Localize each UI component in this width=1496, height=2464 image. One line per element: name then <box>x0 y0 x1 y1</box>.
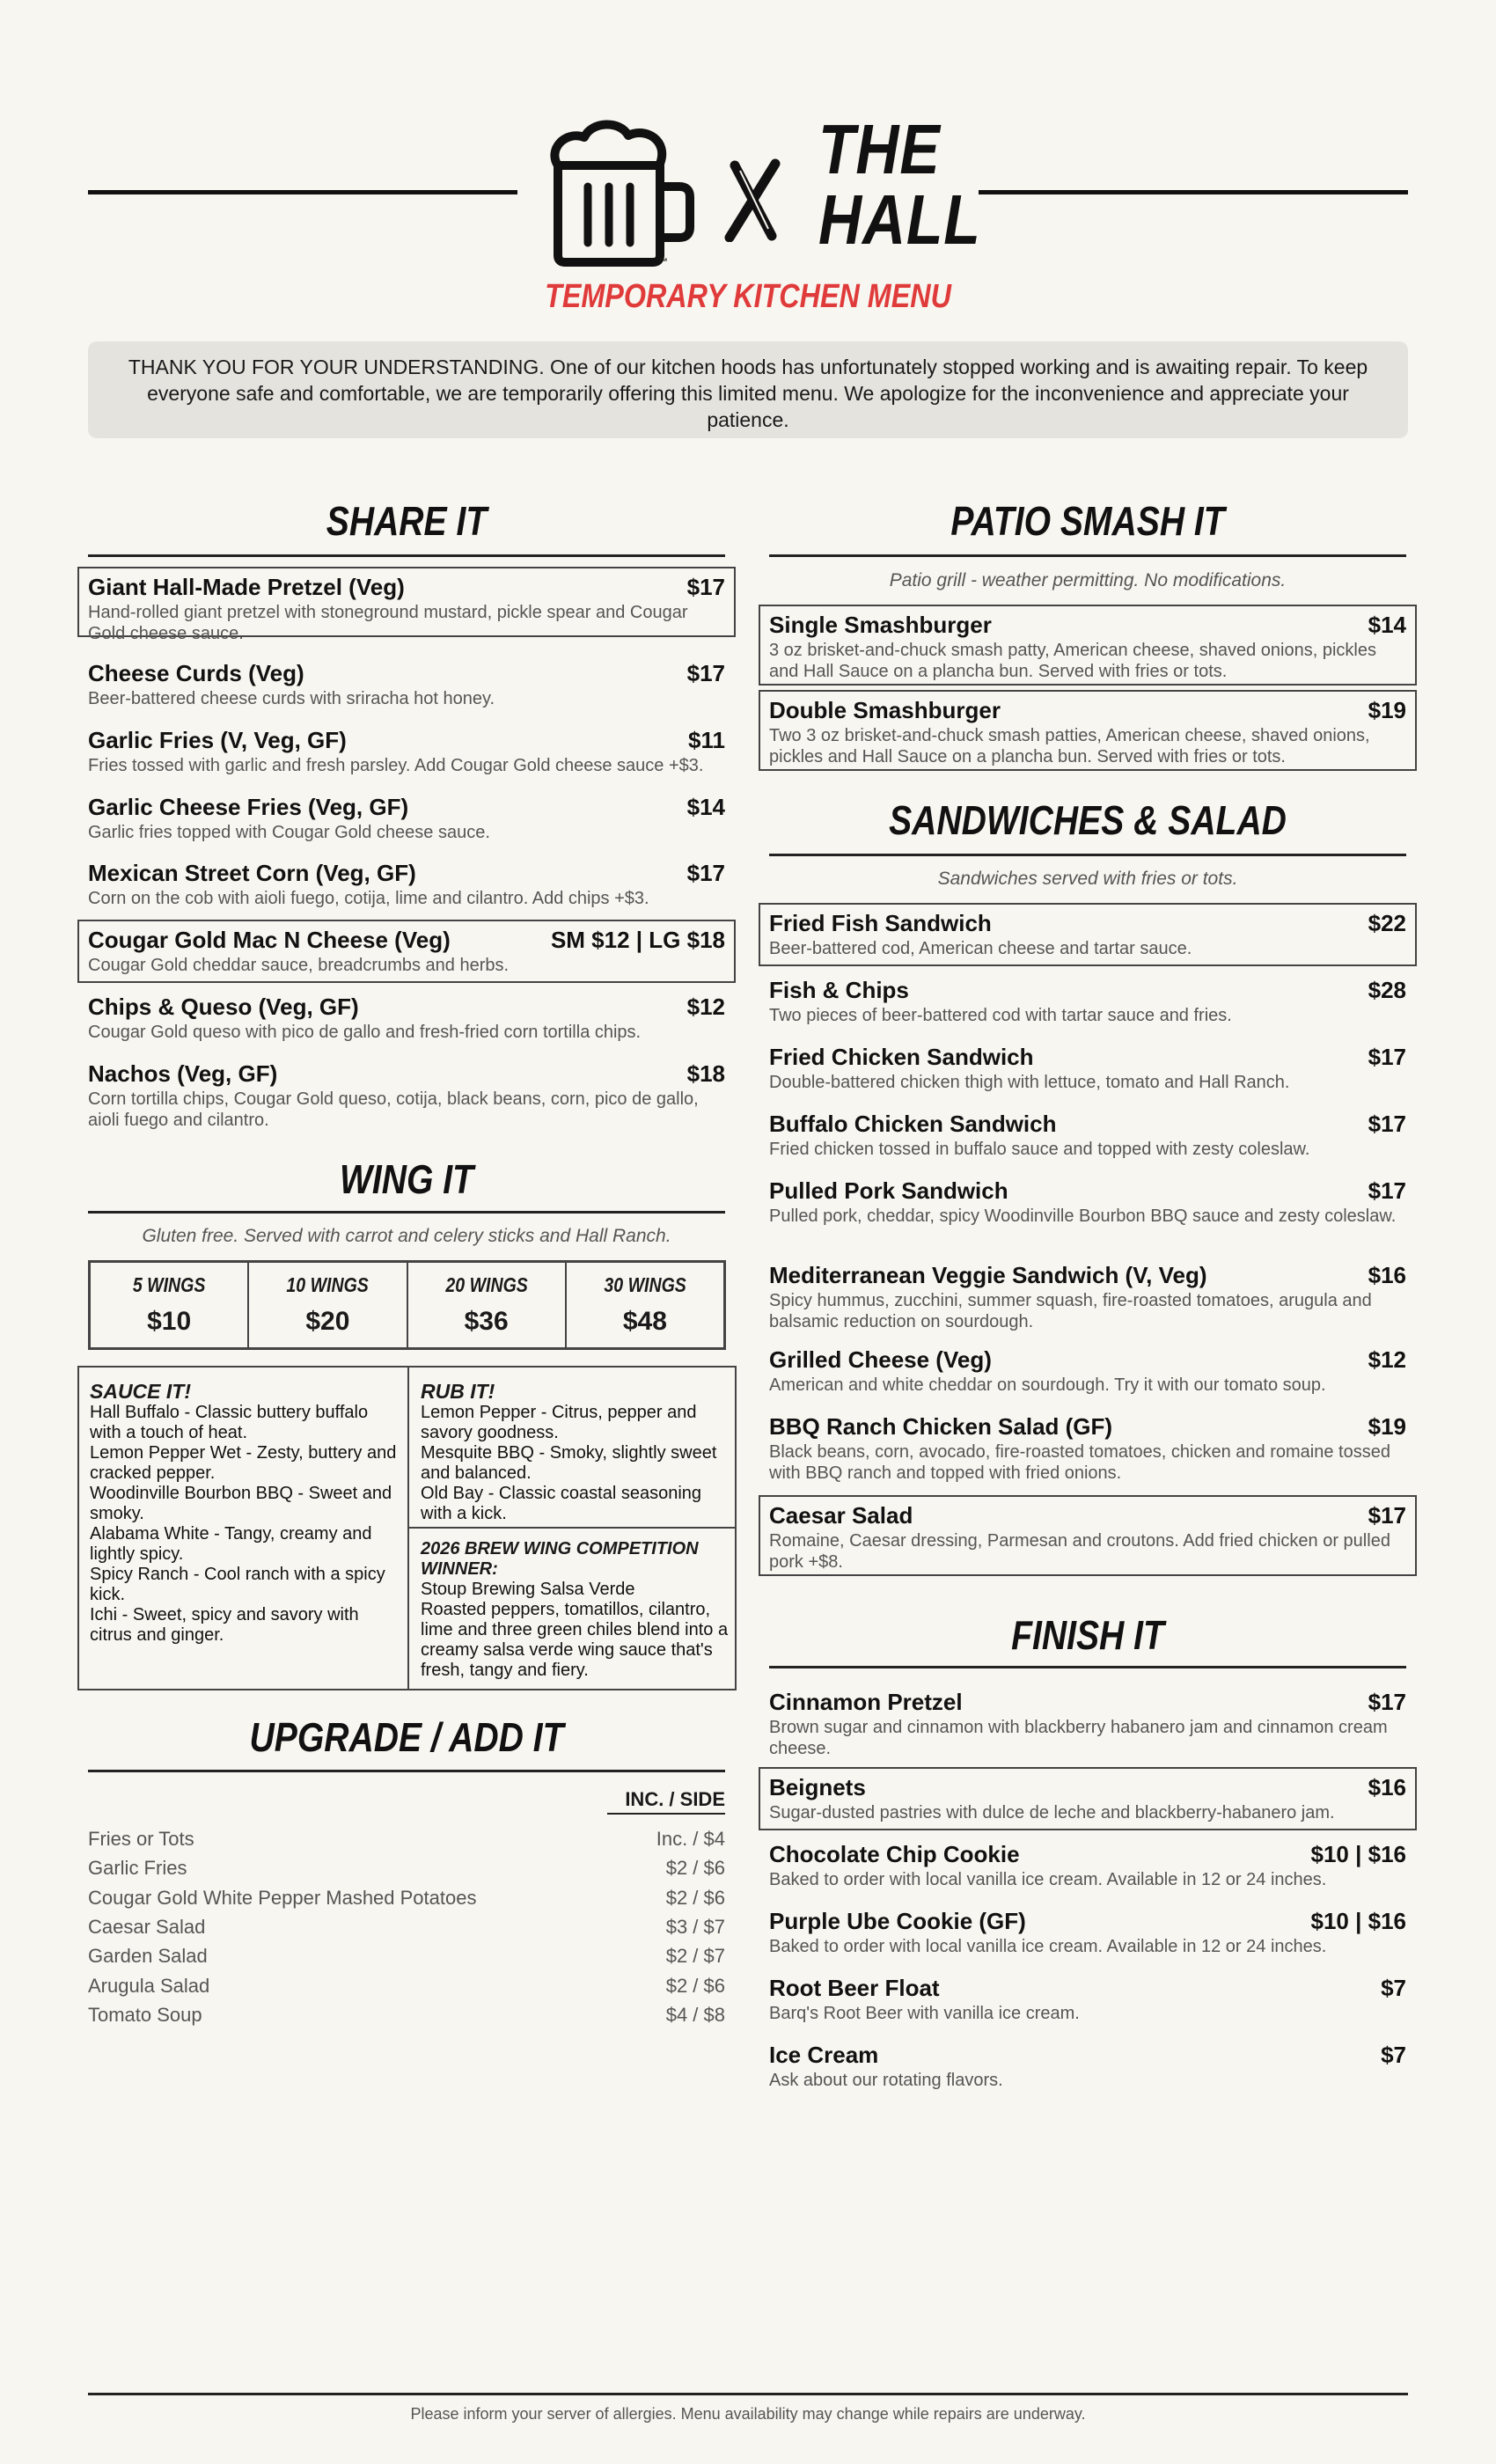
box-divider <box>409 1527 737 1529</box>
menu-item <box>759 1767 1417 1830</box>
item-description: Corn on the cob with aioli fuego, cotija, lime and cilantro. Add chips +$3. <box>88 889 649 908</box>
item-name: Cheese Curds (Veg) <box>88 660 304 686</box>
sauce-line: Woodinville Bourbon BBQ - Sweet and <box>90 1484 392 1503</box>
menu-item <box>759 903 1417 966</box>
item-name: Ice Cream <box>769 2042 879 2068</box>
item-description: Baked to order with local vanilla ice cream. Available in 12 or 24 inches. <box>769 1937 1327 1956</box>
section-title-sandwiches: SANDWICHES & SALAD <box>889 797 1287 843</box>
item-price: $11 <box>688 727 725 753</box>
item-price: $19 <box>1368 1413 1406 1440</box>
item-name: Cinnamon Pretzel <box>769 1689 963 1715</box>
item-description: Spicy hummus, zucchini, summer squash, fire-roasted tomatoes, arugula and balsamic reduction on sourdough. <box>769 1291 1372 1331</box>
wing-price-grid <box>88 1260 726 1350</box>
sauce-line: and balanced. <box>421 1463 532 1483</box>
sauce-list <box>90 1380 398 1646</box>
item-name: Fish & Chips <box>769 977 909 1003</box>
menu-item <box>769 1044 1406 1096</box>
item-price: $18 <box>686 1060 725 1087</box>
upgrade-item-price: $2 / $6 <box>665 1975 725 1997</box>
brand-line-1: THE <box>818 110 941 188</box>
item-description: Beer-battered cheese curds with sriracha hot honey. <box>88 689 495 708</box>
sauce-line: kick. <box>90 1585 125 1604</box>
section-rule <box>769 554 1406 557</box>
item-name: Mexican Street Corn (Veg, GF) <box>88 860 416 886</box>
menu-item <box>769 1841 1406 1894</box>
item-name: Cougar Gold Mac N Cheese (Veg) <box>88 927 451 953</box>
item-price: $17 <box>686 860 725 886</box>
item-description: Two pieces of beer-battered cod with tartar sauce and fries. <box>769 1006 1232 1025</box>
upgrade-item-price: Inc. / $4 <box>656 1828 725 1850</box>
item-description: Hand-rolled giant pretzel with stoneground mustard, pickle spear and Cougar Gold cheese sauce. <box>88 603 688 643</box>
sauce-line: Ichi - Sweet, spicy and savory with <box>90 1605 359 1624</box>
column-header-rule <box>607 1813 725 1815</box>
item-description: Black beans, corn, avocado, fire-roasted tomatoes, chicken and romaine tossed with BBQ ranch and topped with fried onions. <box>769 1442 1390 1483</box>
menu-item <box>769 1689 1406 1759</box>
wing-option <box>91 1263 249 1347</box>
sandwiches-note: Sandwiches served with fries or tots. <box>937 869 1238 889</box>
brand-line-2: HALL <box>818 180 981 259</box>
item-description: Cougar Gold queso with pico de gallo and fresh-fried corn tortilla chips. <box>88 1023 642 1042</box>
section-title-upgrade: UPGRADE / ADD IT <box>249 1714 564 1760</box>
menu-item <box>759 605 1417 686</box>
section-rule <box>769 1666 1406 1668</box>
section-title-finish: FINISH IT <box>1011 1612 1164 1658</box>
patio-note: Patio grill - weather permitting. No modifications. <box>889 570 1287 590</box>
upgrade-item-price: $2 / $6 <box>665 1887 725 1909</box>
menu-item <box>88 660 725 713</box>
item-price: $12 <box>686 994 725 1020</box>
item-name: Chips & Queso (Veg, GF) <box>88 994 359 1020</box>
winner-title: 2026 BREW WING COMPETITION <box>421 1539 699 1558</box>
menu-item <box>88 794 725 847</box>
upgrade-item-name: Tomato Soup <box>88 2004 202 2026</box>
footer-rule <box>88 2393 1408 2395</box>
item-price: $16 <box>1368 1262 1406 1288</box>
item-name: Purple Ube Cookie (GF) <box>769 1908 1026 1934</box>
item-name: Chocolate Chip Cookie <box>769 1841 1020 1867</box>
item-name: Fried Chicken Sandwich <box>769 1044 1034 1070</box>
item-price: $17 <box>686 574 725 600</box>
sauce-line: Stoup Brewing Salsa Verde <box>421 1580 635 1599</box>
wing-price: $20 <box>305 1307 350 1336</box>
beer-mug-icon <box>539 114 697 273</box>
item-name: Pulled Pork Sandwich <box>769 1177 1008 1204</box>
item-price: $17 <box>1368 1689 1406 1715</box>
sauce-line: Old Bay - Classic coastal seasoning <box>421 1484 702 1503</box>
item-description: Garlic fries topped with Cougar Gold cheese sauce. <box>88 823 490 842</box>
item-name: Fried Fish Sandwich <box>769 910 992 936</box>
menu-item <box>88 860 725 913</box>
item-name: Beignets <box>769 1774 866 1800</box>
item-description: Barq's Root Beer with vanilla ice cream. <box>769 2004 1080 2023</box>
item-price: $17 <box>1368 1044 1406 1070</box>
winner-title: WINNER: <box>421 1559 498 1579</box>
item-price: $14 <box>1368 612 1406 638</box>
wing-note: Gluten free. Served with carrot and celery sticks and Hall Ranch. <box>142 1226 671 1246</box>
sauce-line: cracked pepper. <box>90 1463 216 1483</box>
wing-price: $10 <box>147 1307 192 1336</box>
item-name: Caesar Salad <box>769 1502 913 1529</box>
item-price: $7 <box>1381 2042 1406 2068</box>
menu-item <box>769 2042 1406 2094</box>
item-price: $14 <box>686 794 725 820</box>
menu-item <box>88 1060 725 1131</box>
menu-item <box>769 1177 1406 1248</box>
upgrade-item-name: Garlic Fries <box>88 1857 187 1879</box>
upgrade-item-price: $4 / $8 <box>665 2004 725 2026</box>
item-price: $19 <box>1368 697 1406 723</box>
menu-item <box>769 1975 1406 2028</box>
sauce-rub-box <box>77 1366 737 1690</box>
item-description: Beer-battered cod, American cheese and tartar sauce. <box>769 939 1192 958</box>
section-title-wing-it: WING IT <box>339 1156 474 1202</box>
closure-notice: THANK YOU FOR YOUR UNDERSTANDING. One of our kitchen hoods has unfortunately stopped working and is awaiting repair. To keep everyone safe and comfortable, we are temporarily offering this limited menu. We apologize for the inconvenience and appreciate your patience. <box>88 341 1408 438</box>
item-price: $17 <box>686 660 725 686</box>
item-description: Romaine, Caesar dressing, Parmesan and croutons. Add fried chicken or pulled pork +$8. <box>769 1531 1390 1572</box>
item-price: $17 <box>1368 1502 1406 1529</box>
menu-item <box>88 727 725 780</box>
sauce-line: creamy salsa verde wing sauce that's <box>421 1640 713 1660</box>
upgrade-item-price: $2 / $7 <box>665 1945 725 1967</box>
item-price: $17 <box>1368 1111 1406 1137</box>
menu-item <box>759 690 1417 771</box>
sauce-line: with a touch of heat. <box>90 1423 248 1442</box>
sauce-line: Roasted peppers, tomatillos, cilantro, <box>421 1600 711 1619</box>
item-description: Cougar Gold cheddar sauce, breadcrumbs and herbs. <box>88 956 510 975</box>
upgrade-item-price: $3 / $7 <box>665 1916 725 1938</box>
item-name: Buffalo Chicken Sandwich <box>769 1111 1057 1137</box>
item-name: Giant Hall-Made Pretzel (Veg) <box>88 574 405 600</box>
menu-subtitle: TEMPORARY KITCHEN MENU <box>545 278 951 315</box>
menu-item <box>77 920 736 983</box>
menu-item <box>759 1495 1417 1576</box>
sauce-line: Alabama White - Tangy, creamy and <box>90 1524 372 1544</box>
item-price: SM $12 | LG $18 <box>550 927 725 953</box>
menu-item <box>769 1908 1406 1961</box>
wing-price: $36 <box>464 1307 509 1336</box>
item-name: Garlic Fries (V, Veg, GF) <box>88 727 347 753</box>
menu-item <box>88 994 725 1046</box>
item-description: American and white cheddar on sourdough. Try it with our tomato soup. <box>769 1375 1326 1395</box>
item-description: Fries tossed with garlic and fresh parsley. Add Cougar Gold cheese sauce +$3. <box>88 756 704 775</box>
item-description: Fried chicken tossed in buffalo sauce and topped with zesty coleslaw. <box>769 1140 1310 1159</box>
upgrade-item-name: Garden Salad <box>88 1945 208 1967</box>
competition-winner <box>421 1539 729 1681</box>
sauce-line: savory goodness. <box>421 1423 559 1442</box>
rub-title: RUB IT! <box>421 1380 495 1403</box>
sauce-line: lightly spicy. <box>90 1544 184 1564</box>
sauce-line: with a kick. <box>421 1504 507 1523</box>
menu-item <box>769 1111 1406 1163</box>
trademark-mark: ™ <box>658 257 668 268</box>
item-name: Garlic Cheese Fries (Veg, GF) <box>88 794 409 820</box>
cross-x-icon <box>717 158 788 242</box>
wing-count: 5 WINGS <box>132 1273 206 1296</box>
upgrade-item-name: Fries or Tots <box>88 1828 194 1850</box>
item-description: Double-battered chicken thigh with lettuce, tomato and Hall Ranch. <box>769 1073 1290 1092</box>
item-name: Single Smashburger <box>769 612 992 638</box>
upgrade-item-name: Caesar Salad <box>88 1916 206 1938</box>
section-title-share-it: SHARE IT <box>326 498 488 544</box>
header-rule-right <box>979 190 1408 194</box>
section-rule <box>88 554 725 557</box>
item-name: Mediterranean Veggie Sandwich (V, Veg) <box>769 1262 1207 1288</box>
sauce-line: Mesquite BBQ - Smoky, slightly sweet <box>421 1443 717 1463</box>
section-rule <box>769 854 1406 856</box>
menu-item <box>769 1413 1406 1484</box>
sauce-line: Spicy Ranch - Cool ranch with a spicy <box>90 1565 385 1584</box>
item-name: Double Smashburger <box>769 697 1001 723</box>
brand-name <box>818 110 981 259</box>
menu-item <box>769 1262 1406 1332</box>
item-description: Two 3 oz brisket-and-chuck smash patties, American cheese, shaved onions, pickles and Hall Sauce on a plancha bun. Served with fries or tots. <box>769 726 1370 766</box>
wing-price: $48 <box>622 1307 667 1336</box>
item-name: Nachos (Veg, GF) <box>88 1060 278 1087</box>
menu-item <box>77 567 736 643</box>
wing-option <box>408 1263 567 1347</box>
wing-option <box>567 1263 723 1347</box>
menu-item <box>769 1346 1406 1399</box>
item-price: $10 | $16 <box>1310 1908 1406 1934</box>
section-title-patio: PATIO SMASH IT <box>950 498 1225 544</box>
item-name: Grilled Cheese (Veg) <box>769 1346 992 1373</box>
rub-list <box>421 1380 729 1524</box>
section-rule <box>88 1211 725 1214</box>
item-price: $16 <box>1368 1774 1406 1800</box>
upgrade-column-header: INC. / SIDE <box>625 1788 725 1810</box>
item-description: Baked to order with local vanilla ice cream. Available in 12 or 24 inches. <box>769 1870 1327 1889</box>
sauce-line: Hall Buffalo - Classic buttery buffalo <box>90 1403 369 1422</box>
wing-count: 10 WINGS <box>286 1273 370 1296</box>
item-description: Sugar-dusted pastries with dulce de leche and blackberry-habanero jam. <box>769 1803 1335 1822</box>
sauce-line: Lemon Pepper - Citrus, pepper and <box>421 1403 697 1422</box>
sauce-line: fresh, tangy and fiery. <box>421 1661 589 1680</box>
item-price: $12 <box>1368 1346 1406 1373</box>
wing-count: 20 WINGS <box>444 1273 528 1296</box>
section-rule <box>88 1770 725 1772</box>
item-price: $22 <box>1368 910 1406 936</box>
item-description: Ask about our rotating flavors. <box>769 2071 1003 2090</box>
sauce-line: Lemon Pepper Wet - Zesty, buttery and <box>90 1443 397 1463</box>
item-description: Corn tortilla chips, Cougar Gold queso, cotija, black beans, corn, pico de gallo, aioli fuego and cilantro. <box>88 1089 699 1130</box>
item-description: Pulled pork, cheddar, spicy Woodinville Bourbon BBQ sauce and zesty coleslaw. <box>769 1206 1397 1226</box>
sauce-line: lime and three green chiles blend into a <box>421 1620 729 1639</box>
sauce-line: citrus and ginger. <box>90 1625 224 1645</box>
item-name: BBQ Ranch Chicken Salad (GF) <box>769 1413 1113 1440</box>
item-price: $10 | $16 <box>1310 1841 1406 1867</box>
upgrade-item-name: Arugula Salad <box>88 1975 210 1997</box>
item-price: $7 <box>1381 1975 1406 2001</box>
sauce-title: SAUCE IT! <box>90 1380 191 1403</box>
upgrade-item-name: Cougar Gold White Pepper Mashed Potatoes <box>88 1887 477 1909</box>
header-rule-left <box>88 190 517 194</box>
sauce-line: smoky. <box>90 1504 144 1523</box>
item-name: Root Beer Float <box>769 1975 940 2001</box>
item-description: Brown sugar and cinnamon with blackberry habanero jam and cinnamon cream cheese. <box>769 1718 1388 1758</box>
menu-item <box>769 977 1406 1030</box>
wing-count: 30 WINGS <box>604 1273 686 1296</box>
upgrade-item-price: $2 / $6 <box>665 1857 725 1879</box>
item-description: 3 oz brisket-and-chuck smash patty, American cheese, shaved onions, pickles and Hall Sauce on a plancha bun. Served with fries or tots. <box>769 641 1376 681</box>
wing-option <box>249 1263 407 1347</box>
item-price: $28 <box>1368 977 1406 1003</box>
item-price: $17 <box>1368 1177 1406 1204</box>
allergy-footer: Please inform your server of allergies. Menu availability may change while repairs are underway. <box>410 2405 1086 2423</box>
